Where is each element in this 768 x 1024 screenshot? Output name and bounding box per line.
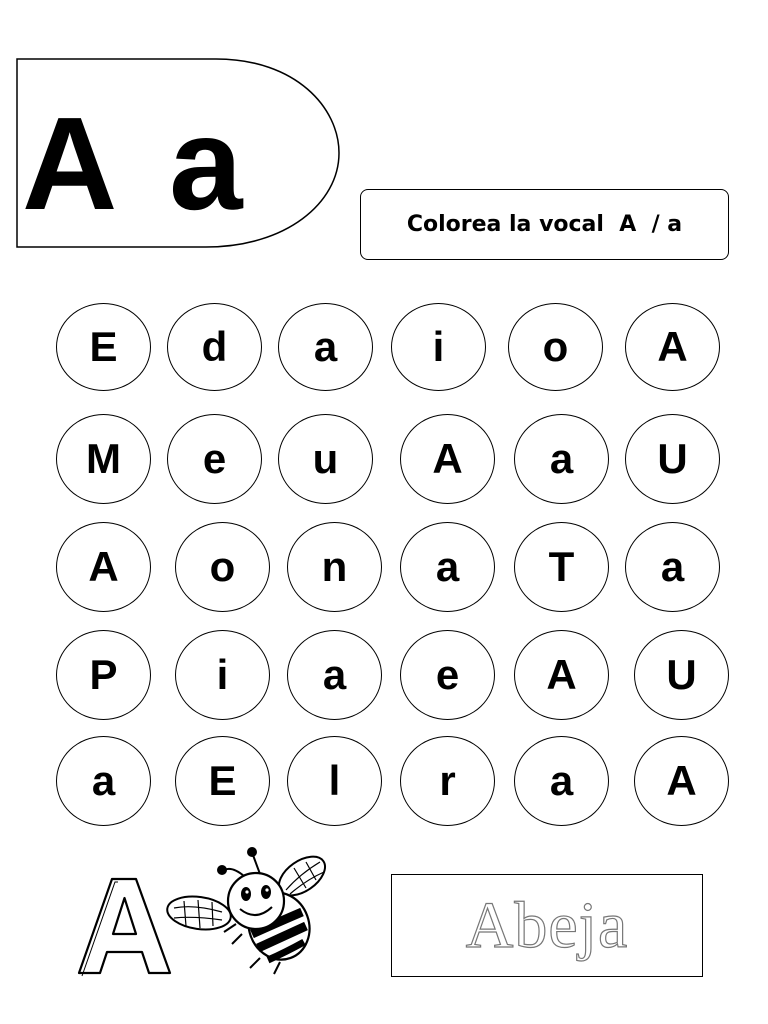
outline-letter-a-icon [79,879,170,976]
letter-circle[interactable]: U [625,414,720,504]
letter-circle[interactable]: u [278,414,373,504]
letter-circle[interactable]: M [56,414,151,504]
letter-circle[interactable]: e [167,414,262,504]
instruction-box [360,189,729,260]
letter-circle[interactable]: a [287,630,382,720]
letter-circle[interactable]: n [287,522,382,612]
letter-circle[interactable]: E [175,736,270,826]
letter-circle[interactable]: e [400,630,495,720]
outlined-word: Abeja [465,888,629,962]
instruction-text: Colorea la vocal A / a [406,212,683,237]
word-box [391,874,703,977]
letter-circle[interactable]: l [287,736,382,826]
letter-circle[interactable]: i [391,303,486,391]
letter-circle[interactable]: o [508,303,603,391]
bee-icon [165,847,332,974]
letter-circle[interactable]: i [175,630,270,720]
letter-circle[interactable]: o [175,522,270,612]
letter-circle[interactable]: P [56,630,151,720]
letter-circle[interactable]: A [400,414,495,504]
letter-circle[interactable]: r [400,736,495,826]
letter-circle[interactable]: E [56,303,151,391]
letter-circle[interactable]: a [56,736,151,826]
letter-circle[interactable]: a [625,522,720,612]
letter-circle[interactable]: a [514,414,609,504]
letter-circle[interactable]: a [278,303,373,391]
letter-circle[interactable]: U [634,630,729,720]
letter-circle[interactable]: d [167,303,262,391]
letter-circle[interactable]: a [514,736,609,826]
letter-circle[interactable]: A [56,522,151,612]
letter-circle[interactable]: A [625,303,720,391]
letter-circle[interactable]: T [514,522,609,612]
letter-circle[interactable]: A [634,736,729,826]
bee-illustration [74,846,334,981]
letter-circle[interactable]: a [400,522,495,612]
letter-circle[interactable]: A [514,630,609,720]
big-letter-heading: A a [22,90,253,237]
